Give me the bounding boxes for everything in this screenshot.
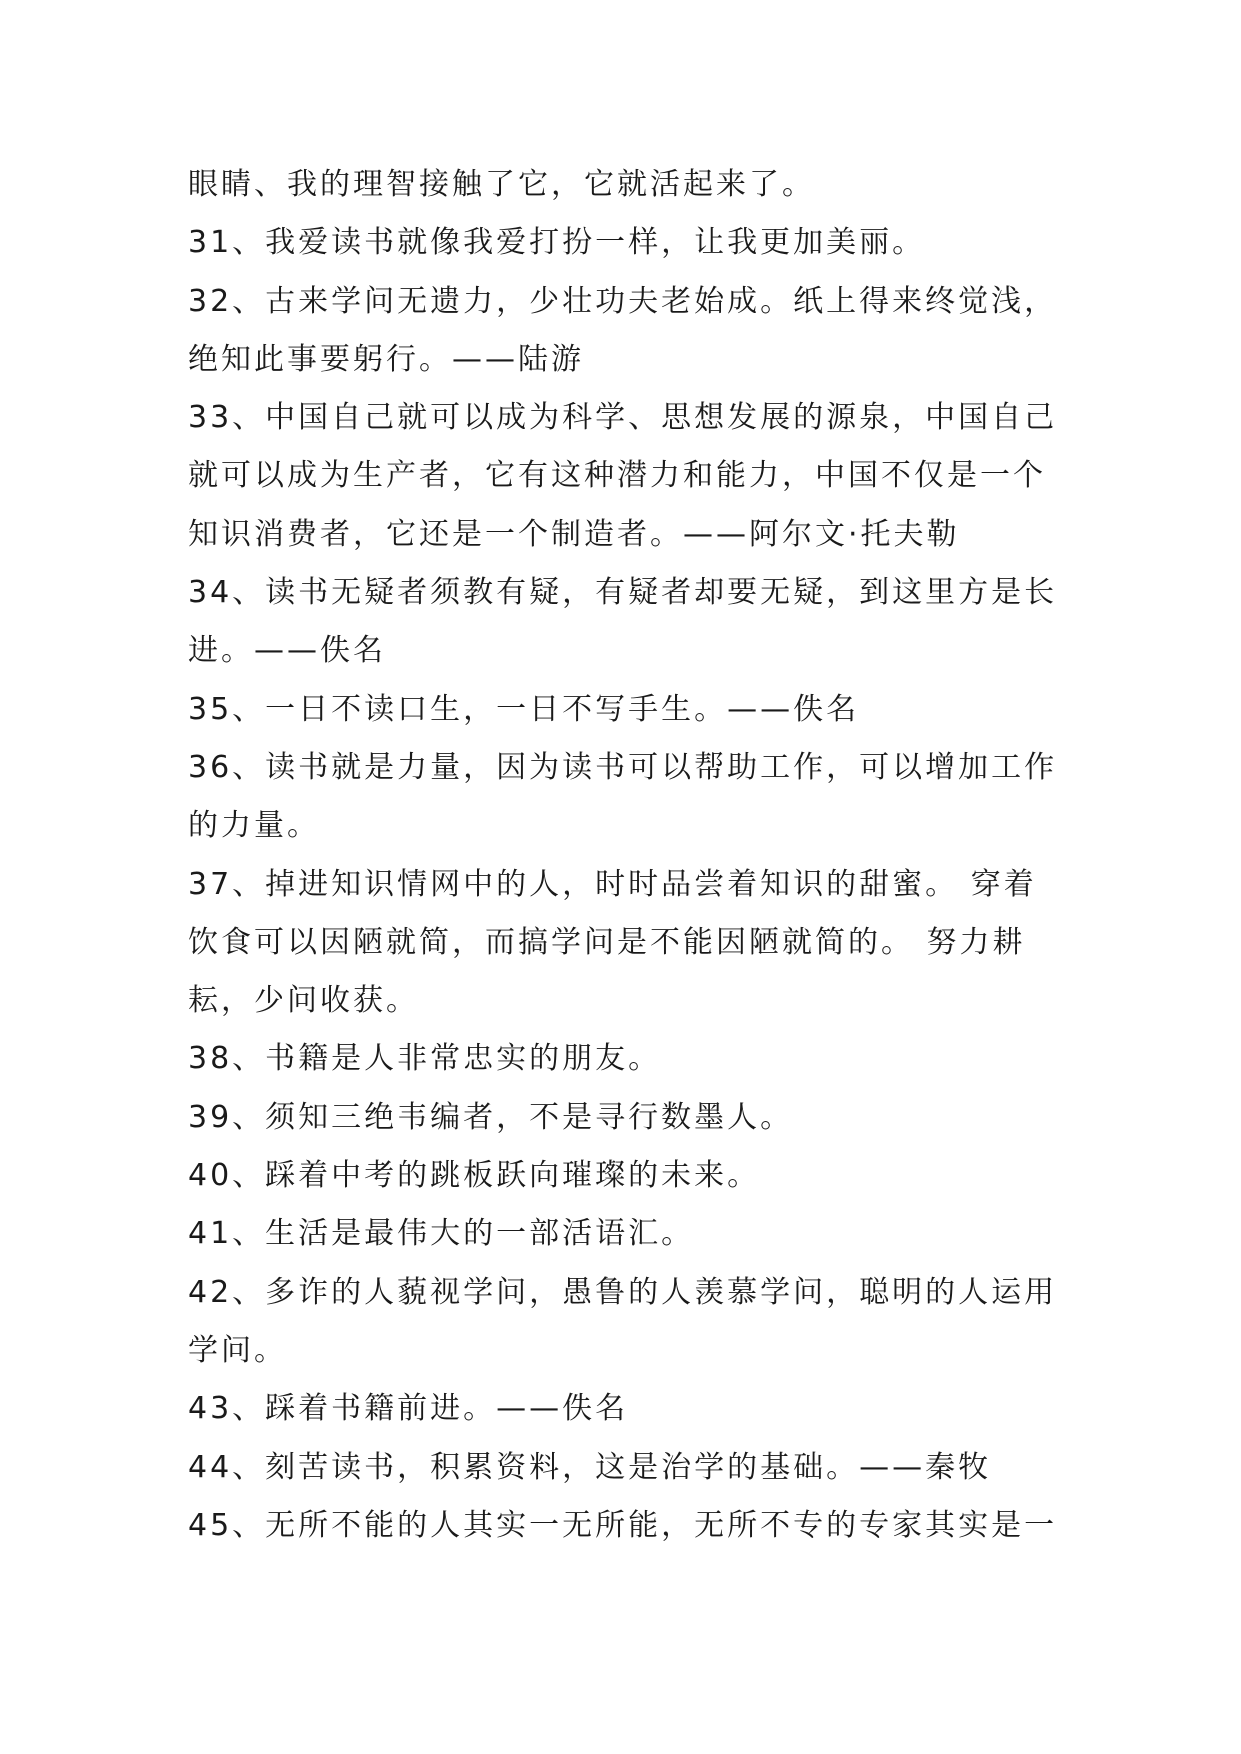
text-line: 31、我爱读书就像我爱打扮一样，让我更加美丽。: [188, 225, 926, 261]
text-line: 40、踩着中考的跳板跃向璀璨的未来。: [188, 1158, 761, 1194]
text-line: 进。——佚名: [188, 633, 386, 669]
body-text: [188, 156, 1088, 1555]
text-line: 41、生活是最伟大的一部活语汇。: [188, 1216, 695, 1252]
text-line: 32、古来学问无遗力，少壮功夫老始成。纸上得来终觉浅，: [188, 283, 1058, 319]
text-line: 就可以成为生产者，它有这种潜力和能力，中国不仅是一个: [188, 458, 1046, 494]
text-line: 39、须知三绝韦编者，不是寻行数墨人。: [188, 1099, 794, 1135]
text-line: 38、书籍是人非常忠实的朋友。: [188, 1041, 662, 1077]
text-line: 43、踩着书籍前进。——佚名: [188, 1391, 629, 1427]
text-line: 眼睛、我的理智接触了它，它就活起来了。: [188, 167, 815, 202]
text-line: 33、中国自己就可以成为科学、思想发展的源泉，中国自己: [188, 400, 1058, 436]
text-line: 45、无所不能的人其实一无所能，无所不专的专家其实是一: [188, 1507, 1058, 1543]
text-line: 的力量。: [188, 808, 320, 844]
text-line: 42、多诈的人藐视学问，愚鲁的人羡慕学问，聪明的人运用: [188, 1274, 1058, 1310]
text-line: 34、读书无疑者须教有疑，有疑者却要无疑，到这里方是长: [188, 575, 1058, 611]
text-line: 35、一日不读口生，一日不写手生。——佚名: [188, 691, 860, 727]
text-line: 饮食可以因陋就简，而搞学问是不能因陋就简的。 努力耕: [188, 924, 1026, 960]
text-line: 知识消费者，它还是一个制造者。——阿尔文·托夫勒: [188, 516, 960, 552]
text-line: 学问。: [188, 1332, 287, 1368]
text-line: 耘，少问收获。: [188, 983, 419, 1019]
text-line: 44、刻苦读书，积累资料，这是治学的基础。——秦牧: [188, 1449, 992, 1485]
text-line: 绝知此事要躬行。——陆游: [188, 341, 584, 377]
text-line: 37、掉进知识情网中的人，时时品尝着知识的甜蜜。 穿着: [188, 866, 1037, 902]
text-line: 36、读书就是力量，因为读书可以帮助工作，可以增加工作: [188, 749, 1058, 785]
